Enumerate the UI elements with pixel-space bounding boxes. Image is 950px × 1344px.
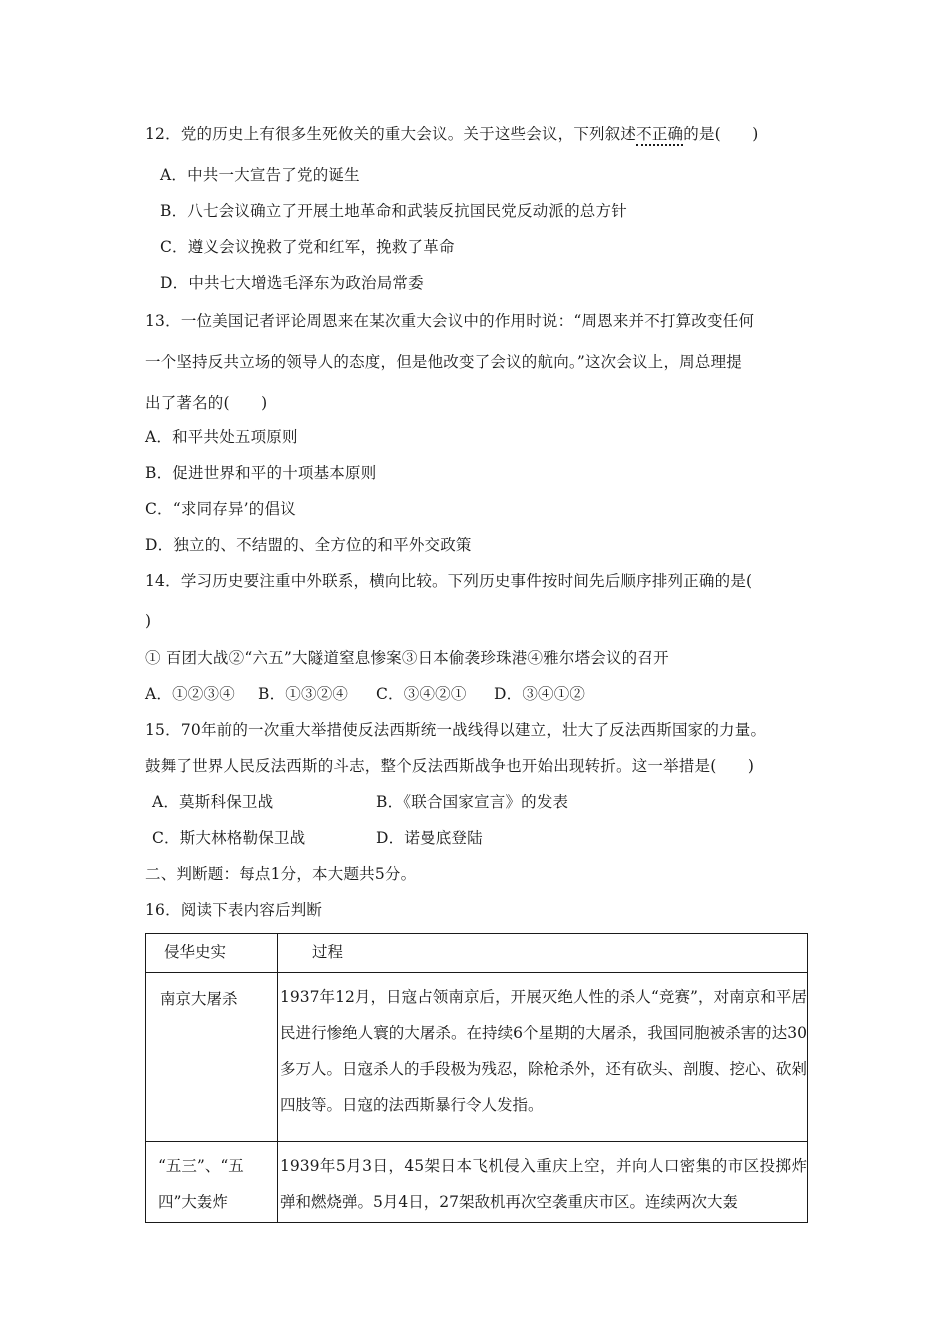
event-name: 南京大屠杀 (160, 990, 238, 1008)
table-cell-event (146, 1142, 278, 1223)
q13-option-c: C．“求同存异’的倡议 (145, 500, 296, 518)
q14-option-d: D．③④①② (494, 685, 586, 703)
q16-stem: 16．阅读下表内容后判断 (145, 901, 323, 919)
q15-option-c: C．斯大林格勒保卫战 (152, 829, 306, 847)
q14-stem-line2: ) (145, 612, 152, 630)
q12-stem-end: 的是( ) (683, 125, 759, 143)
header-process-label: 过程 (312, 943, 344, 961)
q14-events: ① 百团大战②“六五”大隧道窒息惨案③日本偷袭珍珠港④雅尔塔会议的召开 (145, 649, 669, 667)
q14-stem-line1: 14．学习历史要注重中外联系，横向比较。下列历史事件按时间先后顺序排列正确的是( (145, 572, 753, 590)
header-event-label: 侵华史实 (164, 943, 227, 961)
q15-option-b: B．《联合国家宣言》的发表 (376, 793, 569, 811)
q15-option-a: A．莫斯科保卫战 (152, 793, 274, 811)
table-cell-process (278, 973, 808, 1142)
q12-stem (145, 124, 759, 144)
q12-option-a: A．中共一大宣告了党的诞生 (160, 166, 360, 184)
q12-emphasis: 不正确 (636, 125, 683, 146)
table-row (146, 973, 808, 1142)
q15-stem-line1: 15．70年前的一次重大举措使反法西斯统一战线得以建立，壮大了反法西斯国家的力量。 (145, 721, 767, 739)
event-process: 1939年5月3日，45架日本飞机侵入重庆上空，并向人口密集的市区投掷炸弹和燃烧弹。5月4日，27架敌机再次空袭重庆市区。连续两次大轰 (280, 1157, 807, 1211)
q13-stem-line3: 出了著名的( ) (145, 394, 268, 412)
q13-option-d: D．独立的、不结盟的、全方位的和平外交政策 (145, 536, 472, 554)
q14-option-c: C．③④②① (376, 685, 467, 703)
history-table (145, 933, 808, 1223)
q12-option-b: B．八七会议确立了开展土地革命和武装反抗国民党反动派的总方针 (160, 202, 627, 220)
table-header-process (278, 934, 808, 973)
table-cell-event (146, 973, 278, 1142)
q15-option-d: D．诺曼底登陆 (376, 829, 483, 847)
q13-stem-line2: 一个坚持反共立场的领导人的态度，但是他改变了会议的航向。”这次会议上，周总理提 (145, 353, 742, 371)
q13-option-a: A．和平共处五项原则 (145, 428, 298, 446)
event-process: 1937年12月，日寇占领南京后，开展灭绝人性的杀人“竞赛”，对南京和平居民进行惨绝人寰的大屠杀。在持续6个星期的大屠杀，我国同胞被杀害的达30多万人。日寇杀人的手段极为残忍，除枪杀外，还有砍头、剖腹、挖心、砍剁四肢等。日寇的法西斯暴行令人发指。 (280, 988, 808, 1114)
table-row (146, 1142, 808, 1223)
q12-stem-text: 12．党的历史上有很多生死攸关的重大会议。关于这些会议，下列叙述 (145, 125, 637, 143)
event-name: “五三”、“五四”大轰炸 (158, 1157, 244, 1211)
q15-stem-line2: 鼓舞了世界人民反法西斯的斗志，整个反法西斯战争也开始出现转折。这一举措是( ) (145, 757, 755, 775)
table-header-row (146, 934, 808, 973)
q13-option-b: B．促进世界和平的十项基本原则 (145, 464, 377, 482)
table-cell-process (278, 1142, 808, 1223)
q12-option-c: C．遵义会议挽救了党和红军，挽救了革命 (160, 238, 455, 256)
q14-option-a: A．①②③④ (145, 685, 235, 703)
q13-stem-line1: 13．一位美国记者评论周恩来在某次重大会议中的作用时说：“周恩来并不打算改变任何 (145, 312, 755, 330)
q14-option-b: B．①③②④ (258, 685, 349, 703)
q12-option-d: D．中共七大增选毛泽东为政治局常委 (160, 274, 424, 292)
section2-heading: 二、判断题：每点1分，本大题共5分。 (145, 865, 417, 883)
table-header-event (146, 934, 278, 973)
